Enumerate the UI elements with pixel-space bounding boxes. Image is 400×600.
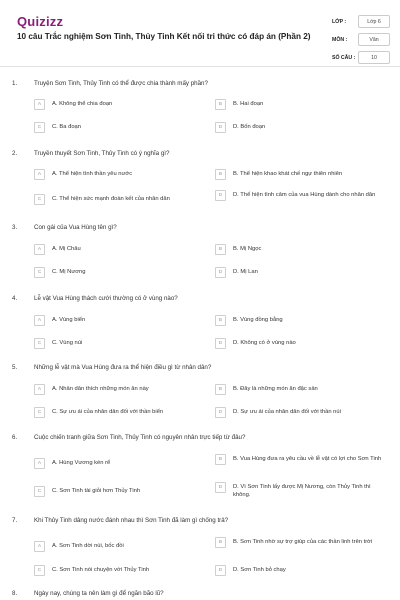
- document-title: 10 câu Trắc nghiệm Sơn Tinh, Thủy Tinh Kết nối tri thức có đáp án (Phần 2): [17, 32, 311, 41]
- question-text: Những lễ vật mà Vua Hùng đưa ra thể hiện điều gì từ nhân dân?: [34, 364, 212, 371]
- question-text: Lễ vật Vua Hùng thách cưới thường có ở vùng nào?: [34, 295, 178, 302]
- option-d[interactable]: [215, 267, 387, 278]
- question-count-field: 10: [358, 51, 390, 64]
- question-text: Con gái của Vua Hùng tên gì?: [34, 224, 117, 231]
- option-text: A. Thể hiện tình thần yêu nước: [52, 171, 133, 177]
- option-text: C. Sơn Tinh nói chuyện với Thủy Tinh: [52, 567, 150, 573]
- option-text: D. Bốn đoạn: [233, 124, 266, 130]
- option-text: B. Vua Hùng đưa ra yêu cầu về lễ vật có lợi cho Sơn Tinh: [233, 456, 382, 462]
- option-badge: C: [34, 267, 45, 278]
- grade-field: Lớp 6: [358, 15, 390, 28]
- option-c[interactable]: [34, 267, 206, 278]
- meta-panel: [332, 14, 390, 68]
- option-badge: C: [34, 338, 45, 349]
- option-badge: D: [215, 482, 226, 493]
- option-d[interactable]: [215, 338, 387, 349]
- option-badge: C: [34, 565, 45, 576]
- option-b[interactable]: [215, 315, 387, 326]
- option-b[interactable]: [215, 99, 387, 110]
- option-badge: D: [215, 565, 226, 576]
- option-text: A. Nhân dân thích những món ăn này: [52, 386, 149, 392]
- option-badge: C: [34, 407, 45, 418]
- option-a[interactable]: [34, 458, 206, 469]
- option-text: C. Thể hiện sức mạnh đoàn kết của nhân dân: [52, 196, 170, 202]
- option-badge: B: [215, 315, 226, 326]
- option-b[interactable]: [215, 537, 387, 548]
- option-text: A. Không thể chia đoạn: [52, 101, 113, 107]
- question-number: 4.: [12, 295, 18, 302]
- option-text: B. Mị Ngọc: [233, 246, 262, 252]
- option-d[interactable]: [215, 122, 387, 133]
- meta-row-grade: [332, 14, 390, 29]
- option-c[interactable]: [34, 122, 206, 133]
- option-text: A. Sơn Tinh dời núi, bốc đồi: [52, 543, 124, 549]
- question-text: Ngày nay, chúng ta nên làm gì để ngăn bão lũ?: [34, 590, 164, 597]
- option-b[interactable]: [215, 169, 387, 180]
- meta-label: MÔN :: [332, 36, 348, 43]
- option-badge: B: [215, 537, 226, 548]
- option-d[interactable]: [215, 565, 387, 576]
- option-text: A. Mị Châu: [52, 246, 81, 252]
- option-badge: B: [215, 454, 226, 465]
- option-c[interactable]: [34, 565, 206, 576]
- question-text: Truyền thuyết Sơn Tinh, Thủy Tinh có ý nghĩa gì?: [34, 150, 170, 157]
- question-number: 8.: [12, 590, 18, 597]
- option-c[interactable]: [34, 338, 206, 349]
- subject-field: Văn: [358, 33, 390, 46]
- meta-row-subject: [332, 32, 390, 47]
- option-badge: B: [215, 169, 226, 180]
- question-text: Khi Thủy Tinh dâng nước đánh nhau thì Sơn Tinh đã làm gì chống trả?: [34, 517, 229, 524]
- document-header: [0, 0, 400, 72]
- option-c[interactable]: [34, 486, 206, 497]
- option-c[interactable]: [34, 194, 206, 205]
- option-a[interactable]: [34, 315, 206, 326]
- option-text: D. Sơn Tinh bỏ chạy: [233, 567, 286, 573]
- option-a[interactable]: [34, 244, 206, 255]
- option-badge: D: [215, 407, 226, 418]
- option-badge: A: [34, 458, 45, 469]
- option-text: C. Ba đoạn: [52, 124, 82, 130]
- option-text: B. Đây là những món ăn đặc sản: [233, 386, 318, 392]
- option-d[interactable]: [215, 190, 387, 201]
- option-badge: C: [34, 194, 45, 205]
- question-number: 3.: [12, 224, 18, 231]
- option-a[interactable]: [34, 384, 206, 395]
- question-number: 7.: [12, 517, 18, 524]
- option-text: C. Mị Nương: [52, 269, 86, 275]
- option-badge: D: [215, 122, 226, 133]
- option-badge: A: [34, 169, 45, 180]
- option-text: B. Thể hiện khao khát chế ngự thiên nhiên: [233, 171, 343, 177]
- option-badge: A: [34, 384, 45, 395]
- option-badge: A: [34, 244, 45, 255]
- option-badge: A: [34, 315, 45, 326]
- question-number: 2.: [12, 150, 18, 157]
- question-text: Cuộc chiến tranh giữa Sơn Tinh, Thủy Tinh có nguyên nhân trực tiếp từ đâu?: [34, 434, 246, 441]
- option-a[interactable]: [34, 541, 206, 552]
- option-text: D. Mị Lan: [233, 269, 258, 275]
- option-text: B. Vùng đồng bằng: [233, 317, 283, 323]
- option-a[interactable]: [34, 169, 206, 180]
- option-badge: A: [34, 99, 45, 110]
- option-badge: A: [34, 541, 45, 552]
- header-divider: [0, 66, 400, 67]
- option-badge: D: [215, 338, 226, 349]
- option-text: D. Thể hiện tình cảm của vua Hùng dành cho nhân dân: [233, 192, 376, 198]
- option-text: C. Sơn Tinh tài giỏi hơn Thủy Tinh: [52, 488, 141, 494]
- option-a[interactable]: [34, 99, 206, 110]
- option-d[interactable]: [215, 482, 387, 499]
- option-text: D. Không có ở vùng nào: [233, 340, 296, 346]
- option-badge: D: [215, 267, 226, 278]
- option-badge: D: [215, 190, 226, 201]
- option-badge: C: [34, 486, 45, 497]
- option-text: B. Hai đoạn: [233, 101, 264, 107]
- option-b[interactable]: [215, 454, 387, 465]
- option-text: C. Vùng núi: [52, 340, 83, 346]
- question-text: Truyện Sơn Tinh, Thủy Tinh có thể được chia thành mấy phần?: [34, 80, 208, 87]
- option-b[interactable]: [215, 244, 387, 255]
- option-badge: B: [215, 99, 226, 110]
- option-text: B. Sơn Tinh nhờ sự trợ giúp của các thần linh trên trời: [233, 539, 373, 545]
- meta-label: SỐ CÂU :: [332, 54, 356, 61]
- option-d[interactable]: [215, 407, 387, 418]
- option-text: C. Sự ưu ái của nhân dân đối với thần biển: [52, 409, 164, 415]
- meta-label: LỚP :: [332, 18, 347, 25]
- question-number: 5.: [12, 364, 18, 371]
- option-text: D. Vì Sơn Tinh lấy được Mị Nương, còn Thủy Tinh thì không.: [233, 484, 371, 498]
- option-badge: B: [215, 244, 226, 255]
- option-b[interactable]: [215, 384, 387, 395]
- option-text: D. Sự ưu ái của nhân dân đối với thần núi: [233, 409, 341, 415]
- meta-row-count: [332, 50, 390, 65]
- quizizz-logo: Quizizz: [17, 14, 64, 29]
- option-c[interactable]: [34, 407, 206, 418]
- question-number: 1.: [12, 80, 18, 87]
- question-number: 6.: [12, 434, 18, 441]
- option-badge: B: [215, 384, 226, 395]
- option-text: A. Vùng biển: [52, 317, 86, 323]
- option-badge: C: [34, 122, 45, 133]
- option-text: A. Hùng Vương kén rể: [52, 460, 111, 466]
